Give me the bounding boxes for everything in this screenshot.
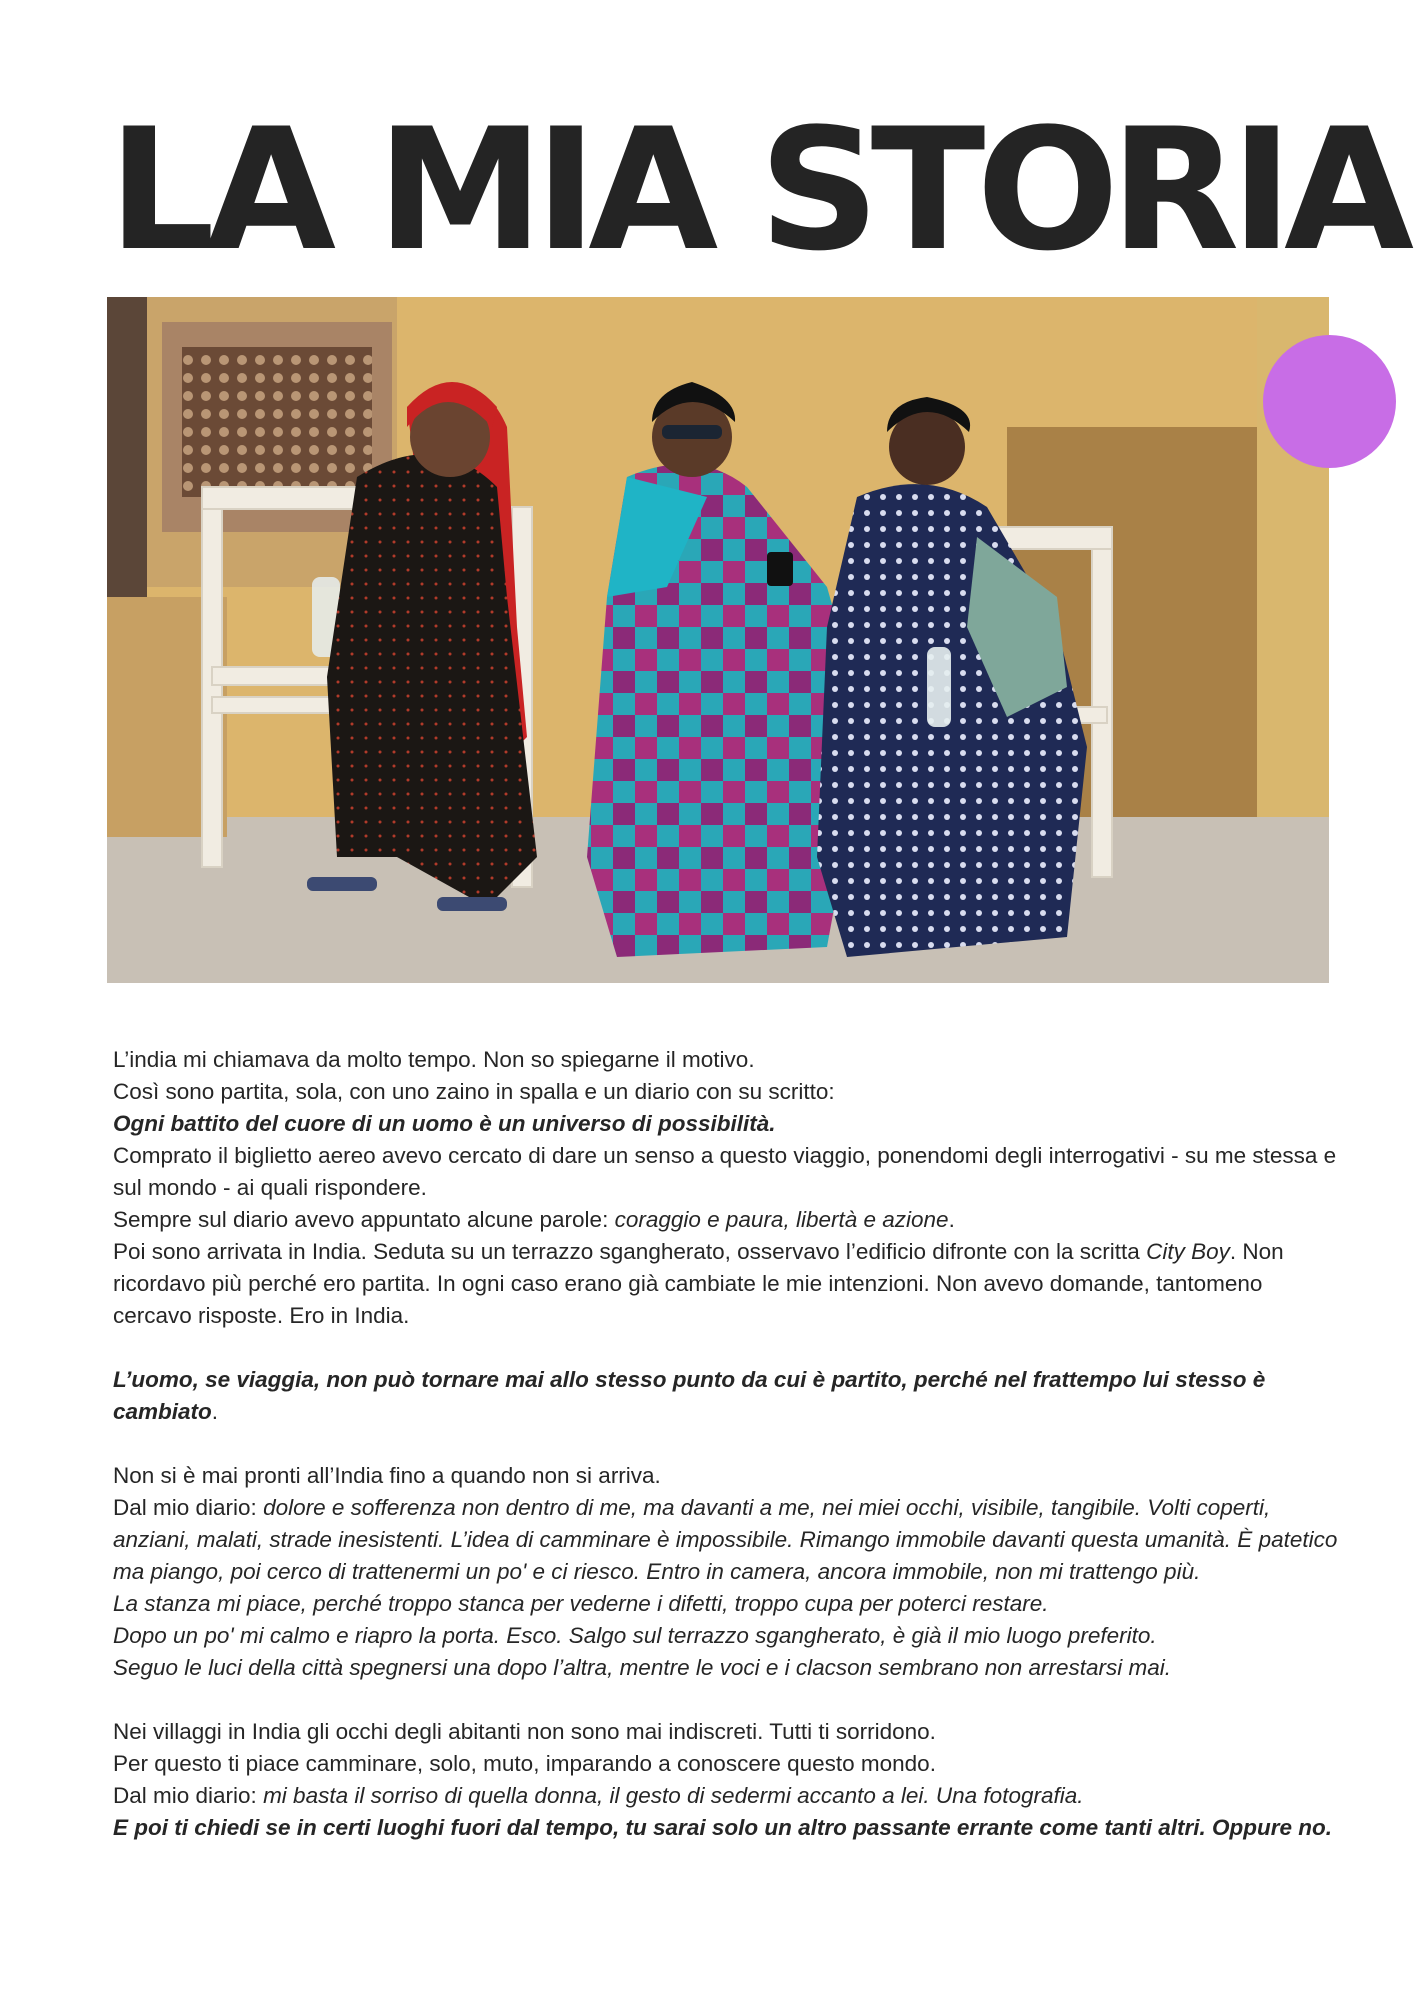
text-span: Poi sono arrivata in India. Seduta su un terrazzo sgangherato, osservavo l’edificio difronte con la scritta [113,1239,1147,1264]
diary-entry: dolore e sofferenza non dentro di me, ma davanti a me, nei miei occhi, visibile, tangibile. Volti coperti, anziani, malati, strade inesistenti. L’idea di camminare è impossibile. Rimango immobile davanti questa umanità. È patetico ma piango, poi cerco di trattenermi un po' e ci riesco. Entro in camera, ancora immobile, non mi trattengo più. [113,1495,1338,1584]
diary-words: coraggio e paura, libertà e azione [614,1207,949,1232]
paragraph [113,1364,1338,1428]
text-span: . [211,1399,219,1424]
text-span: . Non ricordavo più perché ero partita. In ogni caso erano già cambiate le mie intenzioni. Non avevo domande, tantomeno cercavo risposte. Ero in India. [113,1239,1284,1328]
text-span: Dal mio diario: [113,1783,264,1808]
diary-entry: Seguo le luci della città spegnersi una dopo l’altra, mentre le voci e i clacson sembrano non arrestarsi mai. [113,1655,1172,1680]
closing-quote: E poi ti chiedi se in certi luoghi fuori dal tempo, tu sarai solo un altro passante errante come tanti altri. Oppure no. [113,1815,1332,1840]
text-span: Sempre sul diario avevo appuntato alcune parole: [113,1207,615,1232]
diary-entry: La stanza mi piace, perché troppo stanca per vederne i difetti, troppo cupa per poterci restare. [113,1591,1049,1616]
diary-quote: Ogni battito del cuore di un uomo è un universo di possibilità. [113,1111,776,1136]
page-title: LA MIA STORIA [108,92,1406,288]
paragraph: Non si è mai pronti all’India fino a quando non si arriva. [113,1463,661,1488]
paragraph: Comprato il biglietto aereo avevo cercato di dare un senso a questo viaggio, ponendomi degli interrogativi - su me stessa e sul mondo - ai quali rispondere. [113,1143,1337,1200]
diary-entry: Dopo un po' mi calmo e riapro la porta. Esco. Salgo sul terrazzo sgangherato, è già il mio luogo preferito. [113,1623,1157,1648]
paragraph: Nei villaggi in India gli occhi degli abitanti non sono mai indiscreti. Tutti ti sorridono. [113,1719,936,1744]
quote: L’uomo, se viaggia, non può tornare mai allo stesso punto da cui è partito, perché nel frattempo lui stesso è cambiato [113,1367,1266,1424]
paragraph [113,1492,1338,1588]
paragraph [113,1204,1338,1236]
photo-three-women-on-bench-icon [107,297,1329,983]
text-span: . [948,1207,955,1232]
paragraph: L’india mi chiamava da molto tempo. Non so spiegarne il motivo. [113,1047,755,1072]
story-text [113,1044,1338,1844]
diary-entry: mi basta il sorriso di quella donna, il gesto di sedermi accanto a lei. Una fotografia. [263,1783,1084,1808]
accent-circle [1263,335,1396,468]
paragraph: Così sono partita, sola, con uno zaino in spalla e un diario con su scritto: [113,1079,835,1104]
text-span: Dal mio diario: [113,1495,264,1520]
paragraph [113,1236,1338,1332]
city-boy-sign: City Boy [1146,1239,1230,1264]
paragraph: Per questo ti piace camminare, solo, muto, imparando a conoscere questo mondo. [113,1751,936,1776]
paragraph [113,1780,1338,1812]
